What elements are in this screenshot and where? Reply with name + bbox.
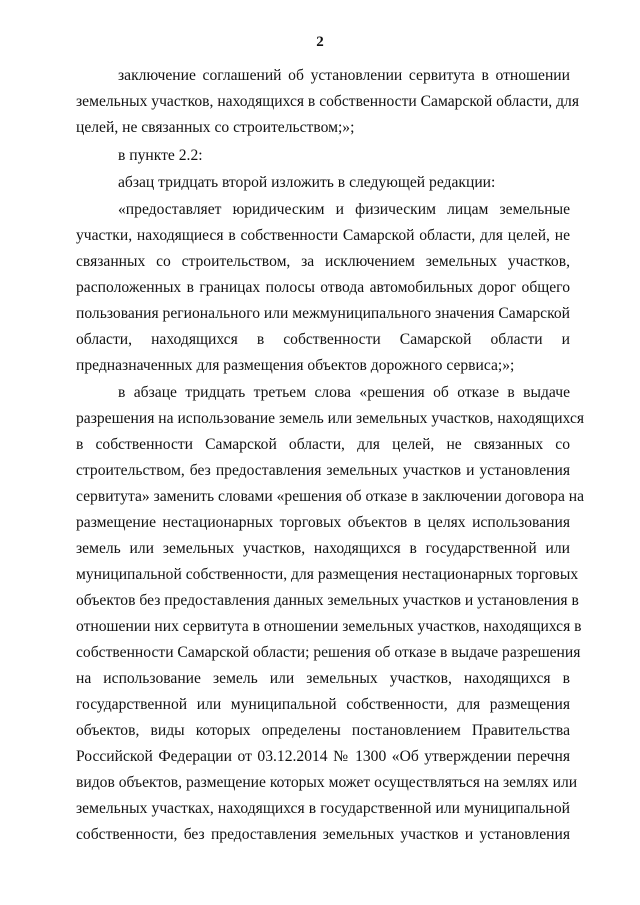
text-line-12: предназначенных для размещения объектов дорожного сервиса;»; [76, 357, 515, 374]
text-line-26: объектов, виды которых определены постановлением Правительства [76, 722, 570, 739]
text-line-20: муниципальной собственности, для размещения нестационарных торговых [76, 566, 579, 583]
text-line-19: земель или земельных участков, находящихся в государственной или [76, 540, 570, 557]
text-line-10: пользования регионального или межмуниципального значения Самарской [76, 305, 571, 322]
text-line-27: Российской Федерации от 03.12.2014 № 1300 «Об утверждении перечня [76, 748, 570, 765]
text-line-5: абзац тридцать второй изложить в следующей редакции: [118, 174, 496, 191]
text-line-8: связанных со строительством, за исключением земельных участков, [76, 253, 570, 270]
text-line-17: сервитута» заменить словами «решения об отказе в заключении договора на [76, 488, 585, 505]
text-line-11: области, находящихся в собственности Самарской области и [76, 331, 570, 348]
text-line-9: расположенных в границах полосы отвода автомобильных дорог общего [76, 279, 570, 296]
text-line-24: на использование земель или земельных участков, находящихся в [76, 670, 570, 687]
text-line-22: отношении них сервитута в отношении земельных участков, находящихся в [76, 618, 582, 635]
text-line-13: в абзаце тридцать третьем слова «решения об отказе в выдаче [118, 384, 570, 401]
text-line-28: видов объектов, размещение которых может осуществляться на землях или [76, 774, 578, 791]
text-line-18: размещение нестационарных торговых объектов в целях использования [76, 514, 570, 531]
text-line-15: в собственности Самарской области, для целей, не связанных со [76, 436, 570, 453]
text-line-1: заключение соглашений об установлении сервитута в отношении [118, 67, 570, 84]
text-line-29: земельных участках, находящихся в государственной или муниципальной [76, 800, 570, 817]
text-line-4: в пункте 2.2: [118, 147, 203, 164]
text-line-3: целей, не связанных со строительством;»; [76, 119, 355, 136]
text-line-2: земельных участков, находящихся в собственности Самарской области, для [76, 93, 579, 110]
text-line-16: строительством, без предоставления земельных участков и установления [76, 462, 570, 479]
text-line-25: государственной или муниципальной собственности, для размещения [76, 696, 570, 713]
text-line-14: разрешения на использование земель или земельных участков, находящихся [76, 410, 585, 427]
text-line-30: собственности, без предоставления земельных участков и установления [76, 826, 570, 843]
text-line-7: участки, находящиеся в собственности Самарской области, для целей, не [76, 227, 570, 244]
page-number: 2 [316, 34, 324, 50]
text-line-21: объектов без предоставления данных земельных участков и установления в [76, 592, 579, 609]
text-line-23: собственности Самарской области; решения об отказе в выдаче разрешения [76, 644, 581, 661]
text-line-6: «предоставляет юридическим и физическим лицам земельные [118, 201, 570, 218]
